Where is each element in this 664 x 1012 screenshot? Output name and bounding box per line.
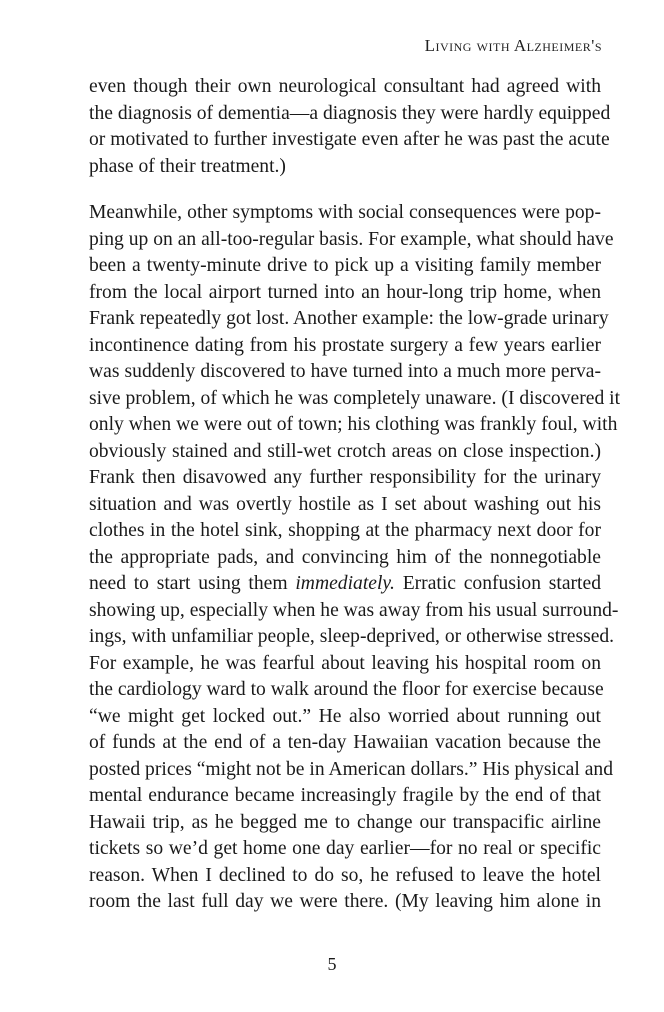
text-line: mental endurance became increasingly fragile by the end of that (89, 785, 601, 806)
text-line: was suddenly discovered to have turned into a much more perva- (89, 361, 601, 382)
text-line: showing up, especially when he was away from his usual surround- (89, 599, 619, 621)
text-line: ping up on an all-too-regular basis. For example, what should have (89, 228, 614, 250)
page-number: 5 (327, 954, 337, 974)
text-line: ings, with unfamiliar people, sleep-deprived, or otherwise stressed. (89, 626, 615, 647)
paragraph-spacer (89, 180, 601, 200)
text-line: the diagnosis of dementia—a diagnosis they were hardly equipped (89, 102, 611, 124)
text-line: “we might get locked out.” He also worried about running out (89, 705, 601, 727)
text-run: need to start using them (89, 573, 296, 594)
text-run: Erratic confusion started (394, 573, 601, 594)
text-line: For example, he was fearful about leaving his hospital room on (89, 652, 601, 674)
text-line: obviously stained and still-wet crotch areas on close inspection.) (89, 440, 601, 462)
text-line: room the last full day we were there. (My leaving him alone in (89, 891, 601, 912)
text-line: Frank repeatedly got lost. Another example: the low-grade urinary (89, 308, 609, 329)
text-line: situation and was overtly hostile as I set about washing out his (89, 493, 601, 515)
text-line: even though their own neurological consultant had agreed with (89, 76, 601, 97)
text-line: the appropriate pads, and convincing him of the nonnegotiable (89, 546, 601, 568)
text-line: Hawaii trip, as he begged me to change our transpacific airline (89, 811, 601, 833)
paragraph-continuation (89, 74, 611, 180)
text-line: Meanwhile, other symptoms with social consequences were pop- (89, 202, 601, 223)
text-line: incontinence dating from his prostate surgery a few years earlier (89, 334, 601, 356)
text-line: only when we were out of town; his clothing was frankly foul, with (89, 414, 618, 435)
paragraph-meanwhile (89, 200, 621, 916)
text-line: of funds at the end of a ten-day Hawaiian vacation because the (89, 732, 601, 753)
text-line: tickets so we’d get home one day earlier—for no real or specific (89, 838, 601, 859)
text-line: reason. When I declined to do so, he refused to leave the hotel (89, 864, 601, 886)
text-line: clothes in the hotel sink, shopping at the pharmacy next door for (89, 520, 601, 541)
text-line: or motivated to further investigate even after he was past the acute (89, 129, 610, 150)
text-line: Frank then disavowed any further responsibility for the urinary (89, 467, 601, 488)
text-line: sive problem, of which he was completely unaware. (I discovered it (89, 387, 621, 409)
text-line: been a twenty-minute drive to pick up a visiting family member (89, 255, 601, 276)
text-line: the cardiology ward to walk around the floor for exercise because (89, 679, 604, 700)
text-line: from the local airport turned into an hour-long trip home, when (89, 281, 601, 303)
running-head: Living with Alzheimer's (424, 36, 602, 55)
text-line: phase of their treatment.) (89, 155, 286, 177)
text-line-with-emphasis (89, 571, 601, 598)
text-line: posted prices “might not be in American dollars.” His physical and (89, 758, 614, 780)
body-text (89, 74, 621, 916)
emphasis-immediately: immediately. (295, 573, 395, 594)
